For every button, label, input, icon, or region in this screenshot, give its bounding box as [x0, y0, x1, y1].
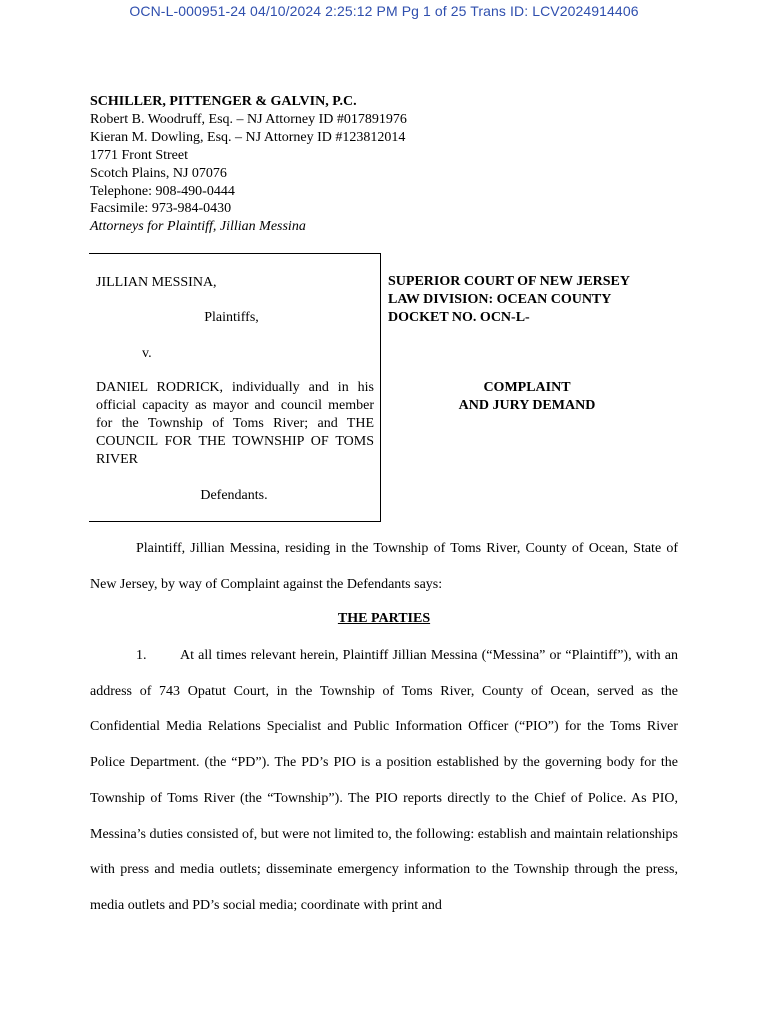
paragraph-number: 1.	[136, 648, 147, 663]
telephone-line: Telephone: 908-490-0444	[90, 183, 235, 199]
case-caption-box	[89, 253, 381, 522]
court-name: SUPERIOR COURT OF NEW JERSEY	[388, 274, 630, 289]
versus-label: v.	[142, 346, 152, 361]
section-heading: THE PARTIES	[337, 611, 431, 626]
plaintiffs-label: Plaintiffs,	[204, 310, 259, 325]
defendants-label: Defendants.	[200, 488, 268, 503]
address-line: 1771 Front Street	[90, 147, 188, 163]
intro-paragraph	[90, 531, 678, 602]
document-title-line-1: COMPLAINT	[483, 380, 571, 395]
docket-number: DOCKET NO. OCN-L-	[388, 309, 530, 325]
attorneys-for: Attorneys for Plaintiff, Jillian Messina	[90, 219, 306, 235]
attorney-line: Robert B. Woodruff, Esq. – NJ Attorney ID #017891976	[90, 111, 407, 127]
firm-name: SCHILLER, PITTENGER & GALVIN, P.C.	[90, 94, 357, 109]
attorney-block	[90, 93, 407, 236]
plaintiff-name: JILLIAN MESSINA,	[96, 275, 217, 290]
document-title	[388, 379, 666, 415]
court-division: LAW DIVISION: OCEAN COUNTY	[388, 291, 612, 307]
paragraph-1-text: At all times relevant herein, Plaintiff Jillian Messina (“Messina” or “Plaintiff”), with an address of 743 Opatut Court, in the Township of Toms River, County of Ocean, served as the Confidential Media Relations Specialist and Public Information Officer (“PIO”) for the Toms River Police Department. (the “PD”). The PD’s PIO is a position established by the governing body for the Township of Toms River (the “Township”). The PIO reports directly to the Chief of Police. As PIO, Messina’s duties consisted of, but were not limited to, the following: establish and maintain relationships with press and media outlets; disseminate emergency information to the Township through the press, media outlets and PD’s social media; coordinate with print and	[90, 648, 678, 913]
court-block	[388, 273, 630, 327]
attorney-line: Kieran M. Dowling, Esq. – NJ Attorney ID #123812014	[90, 129, 406, 145]
defendants-names: DANIEL RODRICK, individually and in his official capacity as mayor and council member for the Township of Toms River; and THE COUNCIL FOR THE TOWNSHIP OF TOMS RIVER	[96, 380, 374, 467]
intro-paragraph-text: Plaintiff, Jillian Messina, residing in the Township of Toms River, County of Ocean, State of New Jersey, by way of Complaint against the Defendants says:	[90, 541, 678, 592]
paragraph-1-body	[90, 638, 678, 924]
filing-header: OCN-L-000951-24 04/10/2024 2:25:12 PM Pg 1 of 25 Trans ID: LCV2024914406	[129, 3, 639, 19]
facsimile-line: Facsimile: 973-984-0430	[90, 201, 232, 217]
address-line: Scotch Plains, NJ 07076	[90, 165, 227, 181]
document-title-line-2: AND JURY DEMAND	[458, 397, 596, 413]
paragraph-1	[90, 638, 678, 924]
